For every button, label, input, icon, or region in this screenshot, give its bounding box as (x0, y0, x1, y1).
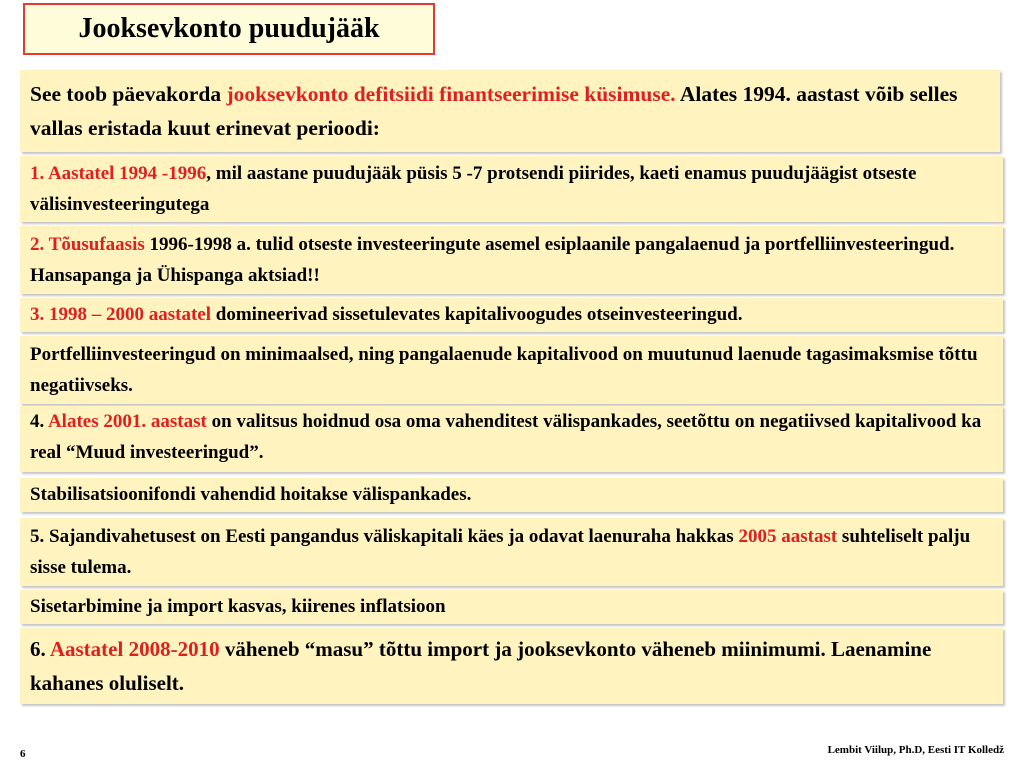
period-3-heading: 3. 1998 – 2000 aastatel (30, 304, 212, 325)
period-1-heading: 1. Aastatel 1994 -1996 (30, 163, 207, 184)
period-5-detail-block (20, 590, 1003, 624)
period-3-text: domineerivad sissetulevates kapitalivoogudes otseinvesteeringud. (211, 304, 743, 325)
intro-text-start: See toob päevakorda (30, 82, 227, 106)
period-5-text-end: suhteliselt palju sisse tulema. (30, 526, 971, 578)
period-4-heading: Alates 2001. aastast (47, 411, 207, 432)
period-1-block (20, 156, 1003, 222)
period-4-prefix: 4. (30, 411, 48, 432)
period-4-block (20, 406, 1003, 472)
period-5-detail-text: Sisetarbimine ja import kasvas, kiirenes inflatsioon (30, 596, 446, 617)
footer-author: Lembit Viilup, Ph.D, Eesti IT Kolledž (827, 744, 1004, 756)
intro-text-end: Alates 1994. aastast võib selles vallas eristada kuut erinevat perioodi: (30, 82, 958, 140)
period-2-block (20, 226, 1003, 294)
period-4-detail-block (20, 478, 1003, 512)
period-4-detail-text: Stabilisatsioonifondi vahendid hoitakse välispankades. (30, 484, 472, 505)
period-6-prefix: 6. (30, 637, 50, 661)
period-5-text-start: 5. Sajandivahetusest on Eesti pangandus väliskapitali käes ja odavat laenuraha hakkas (30, 526, 739, 547)
period-4-text: on valitsus hoidnud osa oma vahenditest välispankades, seetõttu on negatiivsed kapitalivood ka real “Muud investeeringud”. (30, 411, 982, 463)
intro-block (20, 70, 1000, 152)
period-5-block (20, 518, 1003, 586)
period-3-detail-text: Portfelliinvesteeringud on minimaalsed, ning pangalaenude kapitalivood on muutunud laenude tagasimaksmise tõttu negatiivseks. (30, 344, 978, 396)
intro-highlight: jooksevkonto defitsiidi finantseerimise küsimuse. (226, 82, 676, 106)
period-1-text: , mil aastane puudujääk püsis 5 -7 protsendi piirides, kaeti enamus puudujäägist otseste välisinvesteeringutega (30, 163, 917, 215)
period-6-heading: Aastatel 2008-2010 (49, 637, 220, 661)
period-3-detail-block (20, 336, 1003, 404)
period-2-text: 1996-1998 a. tulid otseste investeeringute asemel esiplaanile pangalaenud ja portfelliinvesteeringud. Hansapanga ja Ühispanga aktsiad!! (30, 234, 955, 286)
slide-number: 6 (20, 748, 26, 760)
period-5-highlight: 2005 aastast (738, 526, 838, 547)
period-6-text: väheneb “masu” tõttu import ja jooksevkonto väheneb miinimumi. Laenamine kahanes oluliselt. (30, 637, 932, 695)
slide-title: Jooksevkonto puudujääk (23, 3, 435, 55)
period-3-block (20, 298, 1003, 332)
period-2-heading: 2. Tõusufaasis (30, 234, 145, 255)
period-6-block (20, 628, 1003, 704)
